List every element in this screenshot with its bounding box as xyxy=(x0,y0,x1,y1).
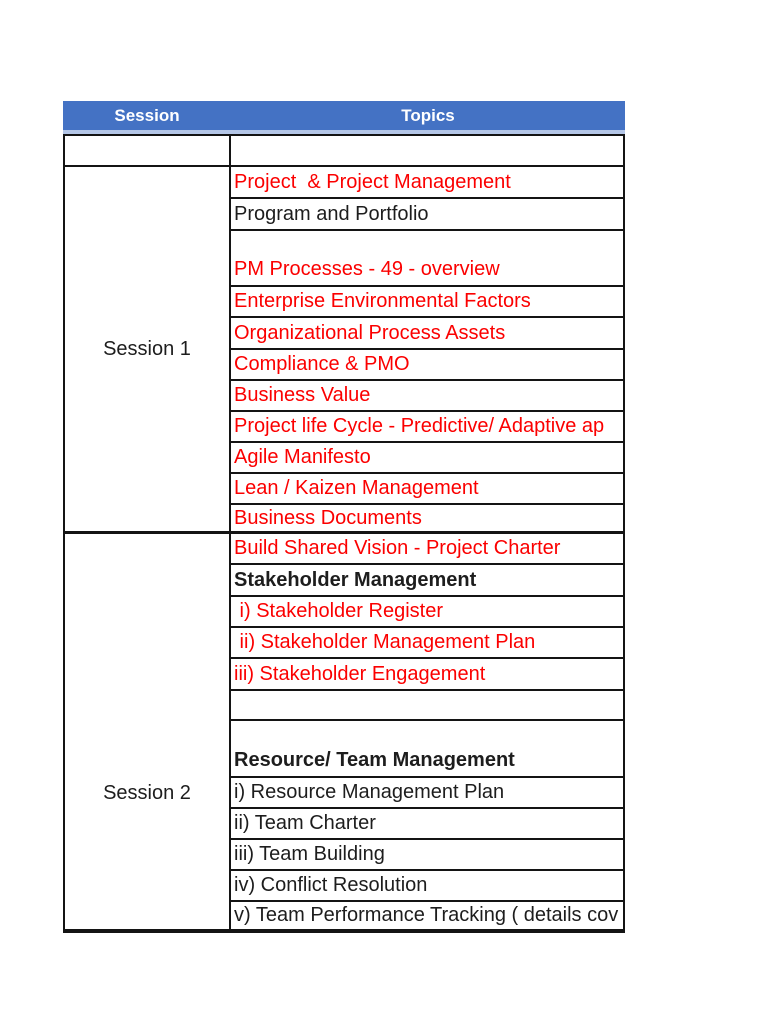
topic-cell: i) Resource Management Plan xyxy=(231,778,623,809)
session-2-label: Session 2 xyxy=(103,782,191,804)
topic-cell: Enterprise Environmental Factors xyxy=(231,287,623,318)
column-header-topics: Topics xyxy=(401,105,455,125)
topic-cell-empty xyxy=(231,136,623,167)
session-1-label: Session 1 xyxy=(103,337,191,360)
topic-cell: Compliance & PMO xyxy=(231,350,623,381)
table-header-row xyxy=(63,101,625,130)
table-body xyxy=(63,134,625,933)
topic-cell: Resource/ Team Management xyxy=(231,721,623,778)
topic-cell-empty xyxy=(231,691,623,721)
session-spacer-cell xyxy=(65,136,229,167)
topic-cell: Business Documents xyxy=(231,505,623,534)
topic-cell: v) Team Performance Tracking ( details cov xyxy=(231,902,623,933)
topic-cell: iii) Stakeholder Engagement xyxy=(231,659,623,691)
topic-cell: ii) Stakeholder Management Plan xyxy=(231,628,623,659)
topic-cell: Business Value xyxy=(231,381,623,412)
topic-cell: Project & Project Management xyxy=(231,167,623,199)
session-1-cell xyxy=(65,167,229,534)
topics-column xyxy=(231,136,625,933)
session-column xyxy=(63,136,231,933)
topic-cell: i) Stakeholder Register xyxy=(231,597,623,628)
topic-cell: iv) Conflict Resolution xyxy=(231,871,623,902)
session-2-cell xyxy=(65,534,229,933)
column-header-session: Session xyxy=(114,105,180,125)
topic-cell: iii) Team Building xyxy=(231,840,623,871)
topic-cell: PM Processes - 49 - overview xyxy=(231,231,623,287)
topic-cell: Lean / Kaizen Management xyxy=(231,474,623,505)
topic-cell: Stakeholder Management xyxy=(231,565,623,597)
topic-cell: Project life Cycle - Predictive/ Adaptive ap xyxy=(231,412,623,443)
topic-cell: ii) Team Charter xyxy=(231,809,623,840)
topic-cell: Build Shared Vision - Project Charter xyxy=(231,534,623,565)
topic-cell: Program and Portfolio xyxy=(231,199,623,231)
schedule-table xyxy=(63,101,625,933)
topic-cell: Organizational Process Assets xyxy=(231,318,623,350)
topic-cell: Agile Manifesto xyxy=(231,443,623,474)
